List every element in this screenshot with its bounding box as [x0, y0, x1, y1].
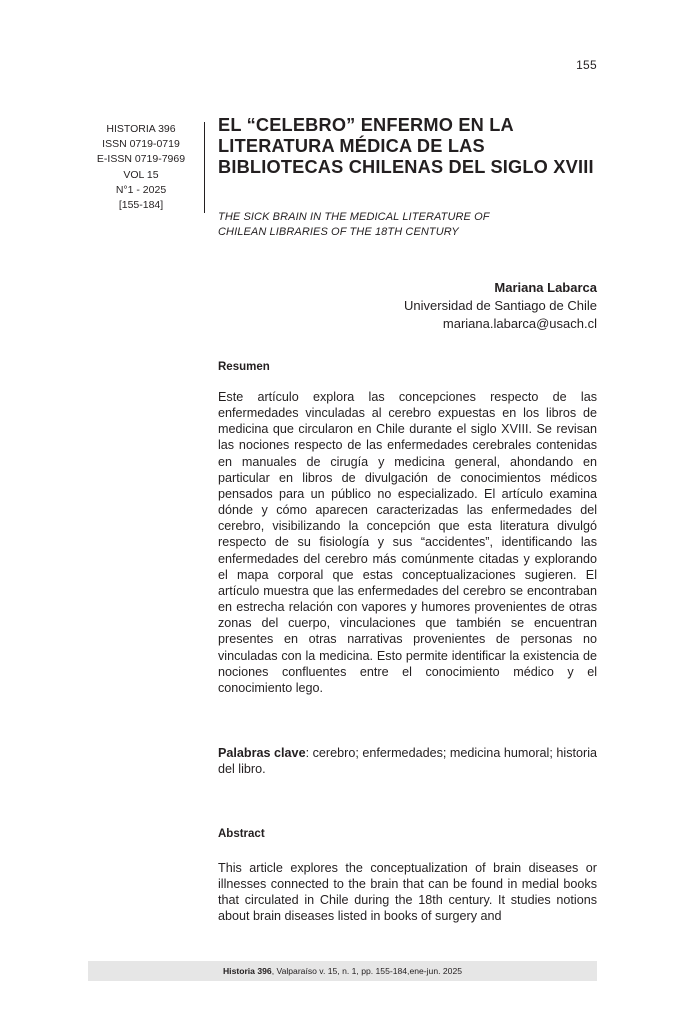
article-subtitle-line: THE SICK BRAIN IN THE MEDICAL LITERATURE OF: [218, 211, 490, 223]
footer-citation: , Valparaíso v. 15, n. 1, pp. 155-184,ene-jun. 2025: [271, 966, 463, 976]
article-title-line: BIBLIOTECAS CHILENAS DEL SIGLO XVIII: [218, 157, 594, 177]
author-affiliation: Universidad de Santiago de Chile: [404, 298, 597, 313]
article-title-line: EL “CELEBRO” ENFERMO EN LA: [218, 115, 514, 135]
author-name: Mariana Labarca: [494, 280, 597, 295]
keywords: [218, 745, 597, 777]
keywords-text: : cerebro; enfermedades; medicina humoral; historia del libro.: [218, 746, 597, 777]
author-block: [404, 279, 597, 333]
article-title-line: LITERATURA MÉDICA DE LAS: [218, 136, 485, 156]
journal-meta-line: ISSN 0719-0719: [102, 138, 180, 151]
abstract-heading: Abstract: [218, 828, 265, 840]
journal-meta-line: N°1 - 2025: [115, 183, 167, 196]
keywords-label: Palabras clave: [218, 746, 306, 760]
footer-journal: Historia 396: [222, 966, 272, 976]
journal-meta-line: E-ISSN 0719-7969: [96, 153, 186, 166]
resumen-heading: Resumen: [218, 361, 270, 373]
journal-meta-box: [88, 122, 205, 213]
author-email[interactable]: mariana.labarca@usach.cl: [442, 316, 597, 331]
abstract-text: This article explores the conceptualization of brain diseases or illnesses connected to the brain that can be found in medial books that circulated in Chile during the 18th century. It studies notions about brain diseases listed in books of surgery and: [218, 861, 597, 924]
page-number: 155: [576, 58, 597, 72]
resumen-text: Este artículo explora las concepciones respecto de las enfermedades vinculadas al cerebro expuestas en los libros de medicina que circularon en Chile durante el siglo XVIII. Se revisan las nociones respecto de las enfermedades cerebrales contenidas en manuales de cirugía y medicina general, ahondando en particular en libros de divulgación de conocimientos médicos pensados para un público no especializado. El artículo examina dónde y cómo aparecen caracterizadas las enfermedades del cerebro, visibilizando la concepción que esta literatura divulgó respecto de su fisiología y sus “accidentes”, identificando las enfermedades del cerebro más comúnmente citadas y explorando el mapa corporal que estas conceptualizaciones sugieren. El artículo muestra que las enfermedades del cerebro se encontraban en estrecha relación con vapores y humores provenientes de otras zonas del cuerpo, vinculaciones que también se encuentran presentes en otras narrativas provenientes de personas no vinculadas con la medicina. Esto permite identificar la existencia de nociones confluentes entre el conocimiento médico y el conocimiento lego.: [218, 390, 597, 695]
article-title: [218, 115, 608, 178]
article-subtitle-line: CHILEAN LIBRARIES OF THE 18TH CENTURY: [218, 225, 459, 238]
article-subtitle: [218, 210, 608, 239]
journal-meta-line: VOL 15: [123, 168, 159, 181]
journal-meta-line: [155-184]: [118, 199, 164, 212]
page-footer: [88, 961, 597, 981]
journal-meta-line: HISTORIA 396: [106, 123, 176, 135]
